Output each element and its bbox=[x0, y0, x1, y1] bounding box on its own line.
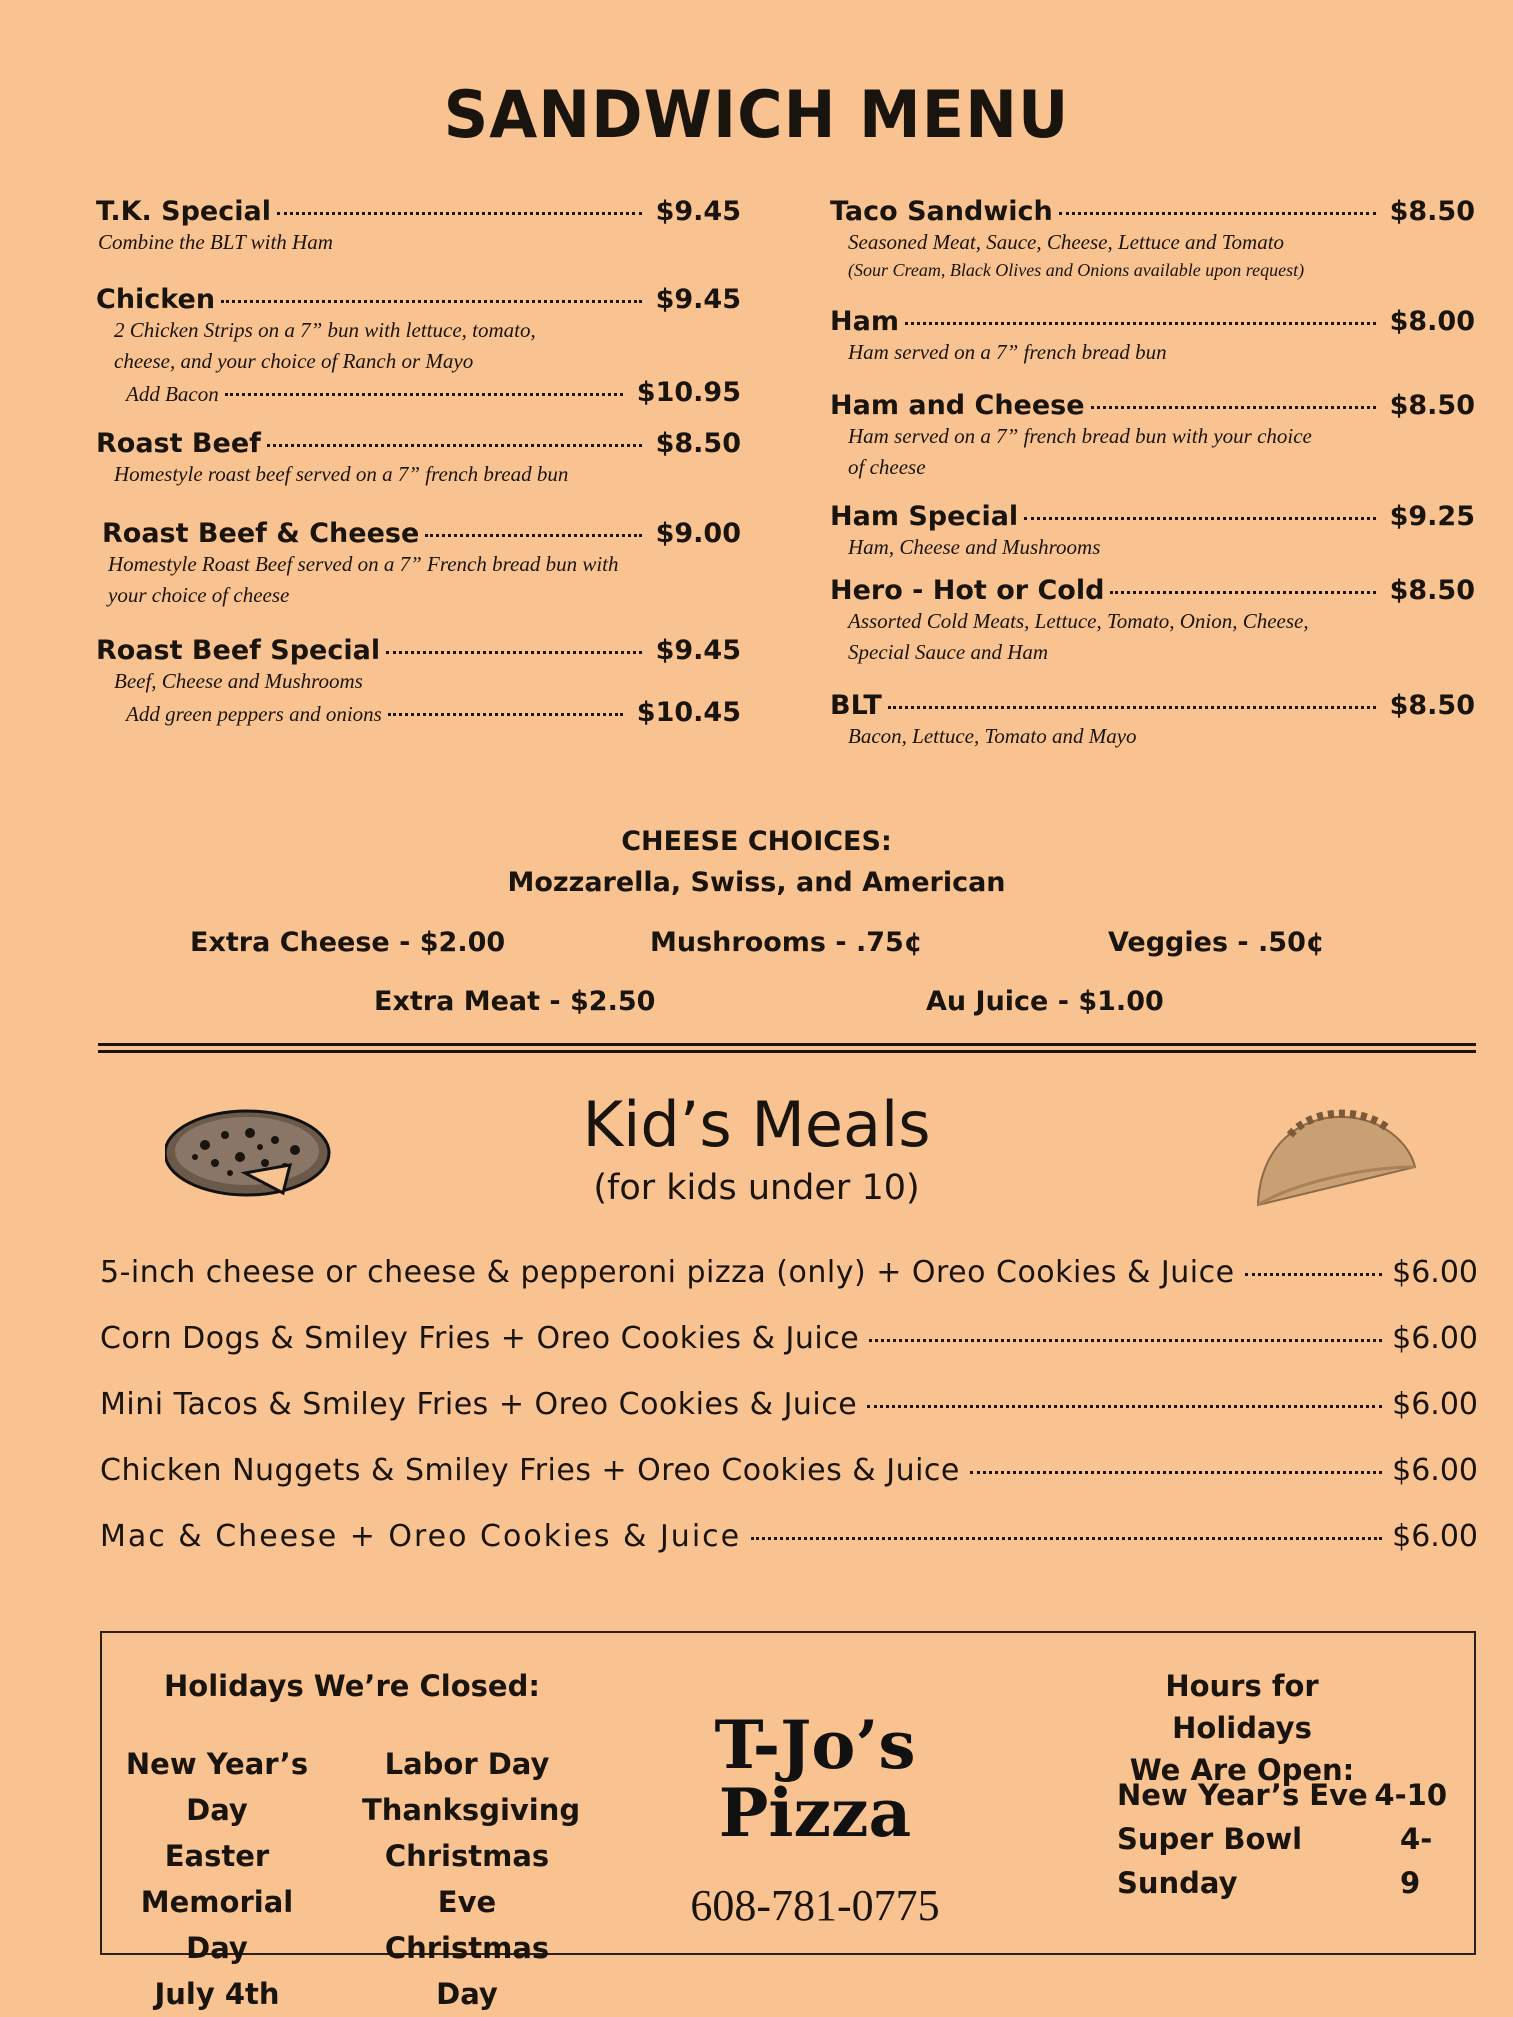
item-price: $9.45 bbox=[655, 284, 741, 315]
open-day: New Year’s Eve bbox=[1117, 1778, 1368, 1812]
logo-line: Pizza bbox=[718, 1774, 912, 1852]
taco-icon bbox=[1250, 1105, 1420, 1215]
holiday-item: New Year’s Day bbox=[125, 1747, 309, 1827]
item-description: Homestyle roast beef served on a 7” french bread bun bbox=[114, 462, 569, 486]
divider bbox=[98, 1043, 1476, 1046]
phone-number: 608-781-0775 bbox=[690, 1881, 940, 1930]
open-hours-row bbox=[1117, 1773, 1447, 1817]
closed-list-col1 bbox=[112, 1741, 322, 2017]
item-description: Ham, Cheese and Mushrooms bbox=[848, 535, 1101, 559]
menu-item bbox=[830, 690, 1475, 752]
kids-item-price: $6.00 bbox=[1392, 1453, 1478, 1488]
open-heading-line: Hours for Holidays bbox=[1165, 1669, 1319, 1745]
kids-item-name: Chicken Nuggets & Smiley Fries + Oreo Cookies & Juice bbox=[100, 1453, 960, 1488]
holiday-item: Labor Day bbox=[384, 1747, 550, 1781]
item-price: $8.50 bbox=[1389, 196, 1475, 227]
holiday-item: Thanksgiving bbox=[362, 1793, 581, 1827]
item-price: $9.45 bbox=[655, 196, 741, 227]
extra-mushrooms: Mushrooms - .75¢ bbox=[650, 927, 923, 958]
item-price: $9.25 bbox=[1389, 501, 1475, 532]
kids-item-name: 5-inch cheese or cheese & pepperoni pizza (only) + Oreo Cookies & Juice bbox=[100, 1255, 1235, 1290]
item-addon bbox=[96, 377, 741, 408]
item-price: $8.50 bbox=[1389, 575, 1475, 606]
item-price: $8.50 bbox=[1389, 690, 1475, 721]
open-hours-list bbox=[1117, 1773, 1447, 1905]
kids-item-price: $6.00 bbox=[1392, 1255, 1478, 1290]
tjos-pizza-logo bbox=[665, 1706, 965, 1852]
item-price: $9.00 bbox=[655, 518, 741, 549]
item-description: Ham served on a 7” french bread bun with your choice bbox=[848, 424, 1312, 448]
kids-item-price: $6.00 bbox=[1392, 1321, 1478, 1356]
item-addon bbox=[96, 697, 741, 728]
extra-cheese: Extra Cheese - $2.00 bbox=[190, 927, 506, 958]
item-description: Special Sauce and Ham bbox=[848, 640, 1049, 664]
page-title: SANDWICH MENU bbox=[443, 76, 1070, 153]
extra-veggies: Veggies - .50¢ bbox=[1108, 927, 1325, 958]
item-price: $9.45 bbox=[655, 635, 741, 666]
sandwich-column-left bbox=[96, 196, 741, 748]
kids-item-price: $6.00 bbox=[1392, 1387, 1478, 1422]
list-item bbox=[100, 1519, 1478, 1585]
item-price: $8.00 bbox=[1389, 306, 1475, 337]
item-name: Chicken bbox=[96, 284, 216, 315]
kids-item-price: $6.00 bbox=[1392, 1519, 1478, 1554]
holiday-item: Christmas Day bbox=[384, 1931, 550, 2011]
item-note: (Sour Cream, Black Olives and Onions available upon request) bbox=[848, 260, 1305, 280]
menu-item bbox=[830, 306, 1475, 368]
item-name: Roast Beef & Cheese bbox=[102, 518, 420, 549]
open-hours: 4-9 bbox=[1400, 1822, 1433, 1900]
kids-item-name: Mac & Cheese + Oreo Cookies & Juice bbox=[100, 1519, 742, 1554]
holiday-item: Christmas Eve bbox=[384, 1839, 550, 1919]
open-heading-line: We Are Open: bbox=[1129, 1753, 1355, 1787]
item-description: cheese, and your choice of Ranch or Mayo bbox=[114, 349, 474, 373]
item-name: BLT bbox=[830, 690, 882, 721]
menu-item bbox=[830, 390, 1475, 483]
item-description: of cheese bbox=[848, 455, 926, 479]
menu-item bbox=[830, 501, 1475, 563]
addon-price: $10.45 bbox=[636, 697, 741, 728]
item-description: 2 Chicken Strips on a 7” bun with lettuce, tomato, bbox=[114, 318, 536, 342]
item-description: Ham served on a 7” french bread bun bbox=[848, 340, 1167, 364]
menu-item bbox=[96, 518, 741, 611]
addon-label: Add Bacon bbox=[126, 382, 219, 406]
addon-label: Add green peppers and onions bbox=[126, 702, 382, 726]
holiday-item: July 4th bbox=[154, 1977, 280, 2011]
item-name: Taco Sandwich bbox=[830, 196, 1053, 227]
closed-list-col2 bbox=[362, 1741, 581, 2017]
list-item bbox=[100, 1453, 1478, 1519]
cheese-heading: CHEESE CHOICES: bbox=[621, 826, 892, 857]
extra-au-juice: Au Juice - $1.00 bbox=[926, 986, 1164, 1017]
item-name: Hero - Hot or Cold bbox=[830, 575, 1105, 606]
item-name: Ham bbox=[830, 306, 899, 337]
holiday-item: Easter bbox=[164, 1839, 270, 1873]
menu-item bbox=[96, 284, 741, 408]
item-name: Ham and Cheese bbox=[830, 390, 1085, 421]
addon-price: $10.95 bbox=[636, 377, 741, 408]
item-name: Roast Beef bbox=[96, 428, 261, 459]
item-description: Beef, Cheese and Mushrooms bbox=[114, 669, 363, 693]
menu-item bbox=[830, 575, 1475, 668]
kids-item-name: Mini Tacos & Smiley Fries + Oreo Cookies & Juice bbox=[100, 1387, 858, 1422]
sandwich-column-right bbox=[830, 196, 1475, 772]
item-price: $8.50 bbox=[1389, 390, 1475, 421]
kids-title: Kid’s Meals bbox=[582, 1088, 931, 1161]
item-description: your choice of cheese bbox=[108, 583, 290, 607]
item-description: Seasoned Meat, Sauce, Cheese, Lettuce and Tomato bbox=[848, 230, 1285, 254]
item-description: Assorted Cold Meats, Lettuce, Tomato, Onion, Cheese, bbox=[848, 609, 1309, 633]
list-item bbox=[100, 1387, 1478, 1453]
list-item bbox=[100, 1321, 1478, 1387]
item-description: Homestyle Roast Beef served on a 7” French bread bun with bbox=[108, 552, 619, 576]
item-name: T.K. Special bbox=[96, 196, 271, 227]
item-price: $8.50 bbox=[655, 428, 741, 459]
item-description: Bacon, Lettuce, Tomato and Mayo bbox=[848, 724, 1137, 748]
kids-meal-list bbox=[100, 1255, 1478, 1585]
closed-heading: Holidays We’re Closed: bbox=[164, 1669, 540, 1703]
extra-meat: Extra Meat - $2.50 bbox=[374, 986, 656, 1017]
menu-item bbox=[830, 196, 1475, 282]
holiday-item: Memorial Day bbox=[140, 1885, 294, 1965]
menu-item bbox=[96, 635, 741, 728]
item-description: Combine the BLT with Ham bbox=[98, 230, 333, 254]
logo-line: T-Jo’s bbox=[714, 1706, 916, 1784]
open-day: Super Bowl Sunday bbox=[1117, 1822, 1303, 1900]
open-hours: 4-10 bbox=[1374, 1778, 1447, 1812]
list-item bbox=[100, 1255, 1478, 1321]
menu-item bbox=[96, 196, 741, 258]
kids-subtitle: (for kids under 10) bbox=[593, 1168, 920, 1208]
cheese-choices: Mozzarella, Swiss, and American bbox=[507, 867, 1006, 898]
item-name: Roast Beef Special bbox=[96, 635, 381, 666]
menu-item bbox=[96, 428, 741, 490]
kids-item-name: Corn Dogs & Smiley Fries + Oreo Cookies & Juice bbox=[100, 1321, 860, 1356]
divider bbox=[98, 1050, 1476, 1053]
item-name: Ham Special bbox=[830, 501, 1019, 532]
open-hours-row bbox=[1117, 1817, 1447, 1905]
